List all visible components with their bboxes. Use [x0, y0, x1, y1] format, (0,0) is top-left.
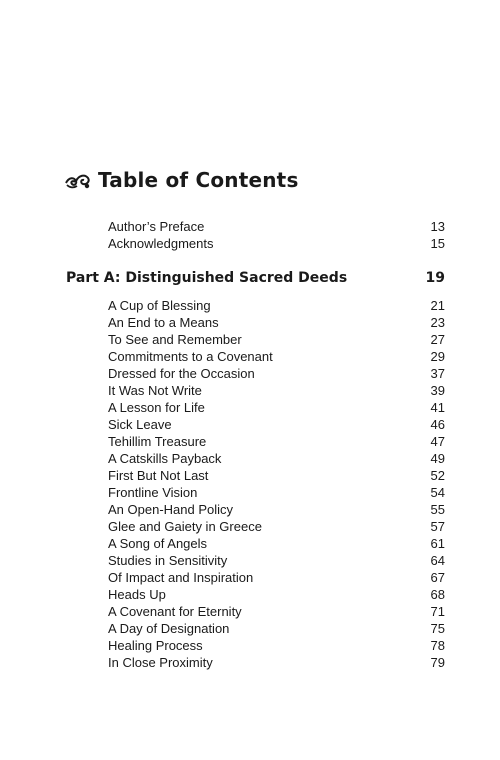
toc-entry-page: 64 — [430, 553, 445, 568]
toc-entry[interactable] — [108, 451, 445, 467]
toc-entry-page: 79 — [430, 655, 445, 670]
toc-entry[interactable] — [108, 366, 445, 382]
toc-entry-page: 49 — [430, 451, 445, 466]
toc-entry-page: 75 — [430, 621, 445, 636]
toc-entry-page: 55 — [430, 502, 445, 517]
toc-entry-title: Tehillim Treasure — [108, 434, 207, 449]
toc-entry-page: 52 — [430, 468, 445, 483]
toc-entry[interactable] — [108, 236, 445, 252]
toc-entry[interactable] — [108, 638, 445, 654]
toc-entry-page: 78 — [430, 638, 445, 653]
toc-entry-page: 37 — [430, 366, 445, 381]
toc-entry-title: A Song of Angels — [108, 536, 208, 551]
toc-entry-title: Sick Leave — [108, 417, 172, 432]
toc-entry-title: A Cup of Blessing — [108, 298, 211, 313]
toc-entry-title: To See and Remember — [108, 332, 242, 347]
toc-entry-page: 29 — [430, 349, 445, 364]
toc-entry-page: 54 — [430, 485, 445, 500]
toc-entry-title: An End to a Means — [108, 315, 219, 330]
toc-entry[interactable] — [108, 332, 445, 348]
toc-entry[interactable] — [108, 553, 445, 569]
toc-entry[interactable] — [108, 298, 445, 314]
toc-entry-title: A Covenant for Eternity — [108, 604, 242, 619]
toc-entry-page: 21 — [430, 298, 445, 313]
toc-entry[interactable] — [108, 417, 445, 433]
toc-entry-page: 41 — [430, 400, 445, 415]
toc-entry[interactable] — [108, 655, 445, 671]
decorative-fleuron-icon — [64, 169, 92, 191]
toc-entry[interactable] — [108, 570, 445, 586]
toc-entry-page: 15 — [430, 236, 445, 251]
toc-entry-title: Studies in Sensitivity — [108, 553, 228, 568]
toc-entry[interactable] — [108, 621, 445, 637]
toc-entry[interactable] — [108, 383, 445, 399]
part-heading-page: 19 — [425, 270, 445, 286]
toc-entry-page: 68 — [430, 587, 445, 602]
page-title: Table of Contents — [98, 168, 299, 192]
toc-entry[interactable] — [108, 604, 445, 620]
toc-entry-title: Frontline Vision — [108, 485, 198, 500]
toc-entry-page: 46 — [430, 417, 445, 432]
toc-entry-title: A Day of Designation — [108, 621, 230, 636]
toc-entry-title: Commitments to a Covenant — [108, 349, 273, 364]
toc-entry-page: 13 — [430, 219, 445, 234]
toc-entry-page: 47 — [430, 434, 445, 449]
toc-part-heading[interactable] — [66, 269, 445, 287]
toc-entry-title: It Was Not Write — [108, 383, 202, 398]
toc-entry-title: Glee and Gaiety in Greece — [108, 519, 262, 534]
toc-entry-title: In Close Proximity — [108, 655, 213, 670]
part-heading-title: Part A: Distinguished Sacred Deeds — [66, 270, 348, 286]
toc-entry-page: 23 — [430, 315, 445, 330]
toc-entry-page: 61 — [430, 536, 445, 551]
toc-entry-title: Of Impact and Inspiration — [108, 570, 254, 585]
toc-entry-title: Healing Process — [108, 638, 203, 653]
toc-entry[interactable] — [108, 400, 445, 416]
toc-entry-title: Author’s Preface — [108, 219, 205, 234]
toc-entry[interactable] — [108, 219, 445, 235]
toc-entry[interactable] — [108, 485, 445, 501]
toc-entry-page: 71 — [430, 604, 445, 619]
toc-entry-page: 57 — [430, 519, 445, 534]
toc-entry[interactable] — [108, 434, 445, 450]
toc-entry[interactable] — [108, 349, 445, 365]
toc-entry-title: An Open-Hand Policy — [108, 502, 234, 517]
toc-entry-page: 67 — [430, 570, 445, 585]
toc-entry-title: Acknowledgments — [108, 236, 214, 251]
toc-entry-title: Heads Up — [108, 587, 166, 602]
toc-entry-title: A Lesson for Life — [108, 400, 205, 415]
toc-entry[interactable] — [108, 536, 445, 552]
toc-entry[interactable] — [108, 502, 445, 518]
toc-entry[interactable] — [108, 519, 445, 535]
toc-entry-title: Dressed for the Occasion — [108, 366, 255, 381]
toc-entry-title: First But Not Last — [108, 468, 209, 483]
toc-entry[interactable] — [108, 315, 445, 331]
toc-entry-title: A Catskills Payback — [108, 451, 222, 466]
toc-entry-page: 39 — [430, 383, 445, 398]
toc-entry[interactable] — [108, 468, 445, 484]
toc-entry-page: 27 — [430, 332, 445, 347]
toc-entry[interactable] — [108, 587, 445, 603]
toc-heading — [64, 168, 299, 192]
